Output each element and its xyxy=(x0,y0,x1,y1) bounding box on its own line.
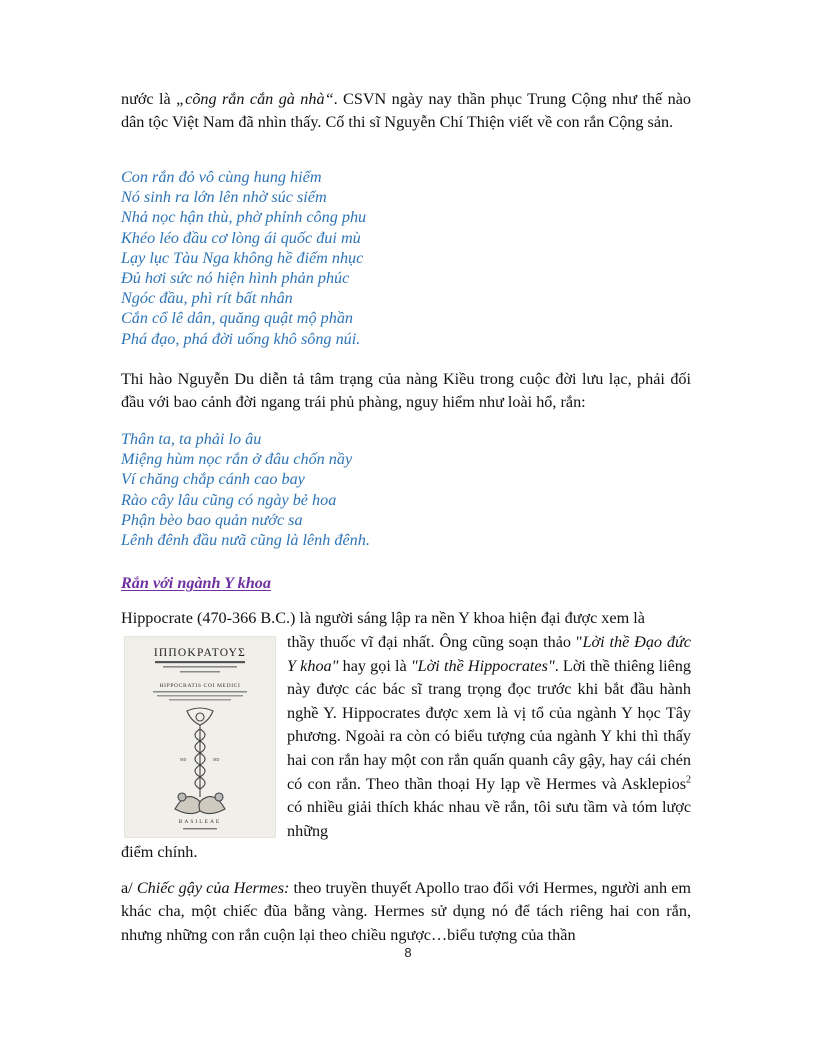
verse-line: Nhả nọc hận thù, phờ phỉnh công phu xyxy=(121,208,367,227)
intro-quote: „cõng rắn cắn gà nhà“ xyxy=(176,90,334,108)
verse-line: Cắn cổ lê dân, quăng quật mộ phần xyxy=(121,309,354,328)
verse-line: Lênh đênh đầu nưã cũng là lênh đênh. xyxy=(121,531,370,550)
verse-line: Phá đạo, phá đời uống khô sông núi. xyxy=(121,329,361,348)
wrap-text-4: có nhiều giải thích khác nhau về rắn, tôi sưu tầm và tóm lược những xyxy=(287,798,691,840)
book-title-page-illustration xyxy=(125,637,275,837)
verse-line: Rào cây lâu cũng có ngày bẻ hoa xyxy=(121,490,337,509)
poem-kieu xyxy=(121,429,521,550)
page-number: 8 xyxy=(404,945,412,960)
verse-line: Nó sinh ra lớn lên nhờ súc siểm xyxy=(121,188,327,207)
kieu-intro-paragraph xyxy=(121,368,691,413)
para-a-text: theo truyền thuyết Apollo trao đổi với Hermes, người anh em khác cha, một chiếc đũa bằng vàng. Hermes sử dụng nó để tách riêng hai con rắn, nhưng những con rắn cuộn lại theo chiều ngược…biểu tượng của thần xyxy=(121,879,691,944)
footnote-reference[interactable]: 2 xyxy=(686,774,691,786)
hippocrates-wrapped-text xyxy=(287,631,691,843)
verse-line: Phận bèo bao quản nước sa xyxy=(121,510,303,529)
hippocrates-first-line xyxy=(121,607,691,630)
hippocrates-line-1: Hippocrate (470-366 B.C.) là người sáng lập ra nền Y khoa hiện đại được xem là xyxy=(121,609,645,627)
intro-text-1: nước là xyxy=(121,90,177,108)
hippocrates-book-title-page-image xyxy=(124,636,276,838)
verse-line: Con rắn đỏ vô cùng hung hiểm xyxy=(121,168,322,186)
hippocrates-tail-text: điểm chính. xyxy=(121,843,198,861)
verse-line: Khéo léo đầu cơ lòng ái quốc đui mù xyxy=(121,228,361,247)
wrap-text-1: thầy thuốc vĩ đại nhất. Ông cũng soạn thảo " xyxy=(287,633,583,651)
para-a-label: a/ xyxy=(121,879,137,897)
para-a-italic-title: Chiếc gậy của Hermes: xyxy=(136,879,290,897)
book-imprint: BASILEAE xyxy=(178,819,222,825)
verse-line: Lạy lục Tàu Nga không hề điếm nhục xyxy=(121,248,364,267)
intro-text-2: . CSVN ngày nay thần phục Trung Cộng như thế nào dân tộc Việt Nam đã nhìn thấy. Cố thi sĩ Nguyễn Chí Thiện viết về con rắn Cộng sản. xyxy=(121,90,691,131)
wrap-text-3: . Lời thề thiêng liêng này được các bác sĩ trang trọng đọc trước khi bắt đầu hành nghề Y. Hippocrates được xem là vị tổ của ngành Y học Tây phương. Ngoài ra còn có biểu tượng của ngành Y khi thì thấy hai con rắn hay một con rắn quấn quanh cây gậy, hay cái chén có con rắn. Theo thần thoại Hy lạp về Hermes và Asklepios xyxy=(287,656,691,793)
intro-paragraph xyxy=(121,88,691,133)
verse-line: Miệng hùm nọc rắn ở đâu chốn nầy xyxy=(121,450,353,469)
svg-text:MD: MD xyxy=(213,757,220,762)
hippocrates-oath-italic: "Lời thề Hippocrates" xyxy=(410,656,555,675)
verse-line: Đủ hơi sức nó hiện hình phản phúc xyxy=(121,269,350,288)
verse-line: Ngóc đầu, phì rít bất nhân xyxy=(121,289,293,308)
wrap-text-2: hay gọi là xyxy=(338,656,411,675)
paragraph-a-hermes xyxy=(121,877,691,947)
svg-text:MD: MD xyxy=(180,757,187,762)
oath-title-italic: Lời thề Đạo đức Y khoa" xyxy=(287,633,691,675)
hippocrates-tail xyxy=(121,841,691,864)
verse-line: Ví chăng chắp cánh cao bay xyxy=(121,470,305,489)
poem-nguyen-chi-thien xyxy=(121,167,521,349)
book-greek-title: ΙΠΠΟΚΡΑΤΟΥΣ xyxy=(153,647,247,659)
verse-line: Thân ta, ta phải lo âu xyxy=(121,430,262,448)
book-latin-title: HIPPOCRATIS COI MEDICI xyxy=(159,683,241,689)
section-heading: Rắn với ngành Y khoa xyxy=(121,574,271,592)
kieu-intro-text: Thi hào Nguyễn Du diễn tả tâm trạng của nàng Kiều trong cuộc đời lưu lạc, phải đối đầu với bao cảnh đời ngang trái phủ phàng, nguy hiểm như loài hổ, rắn: xyxy=(121,370,691,411)
